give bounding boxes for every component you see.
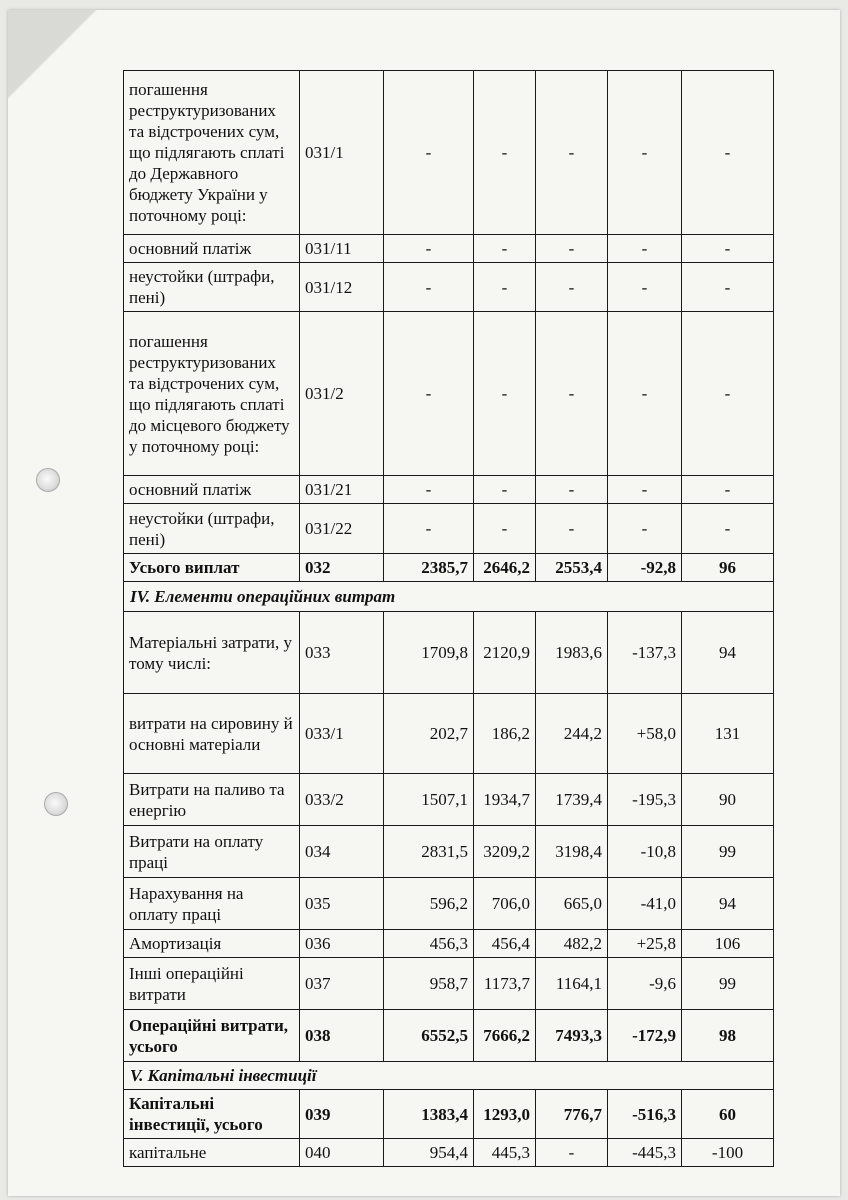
- deviation-cell: -445,3: [608, 1139, 682, 1167]
- table-row: [124, 774, 774, 826]
- percent-cell: 94: [682, 878, 774, 930]
- value-cell: 1983,6: [536, 612, 608, 694]
- value-cell: 1709,8: [384, 612, 474, 694]
- value-cell: -: [384, 235, 474, 263]
- value-cell: -: [536, 71, 608, 235]
- deviation-cell: -: [608, 235, 682, 263]
- deviation-cell: -: [608, 476, 682, 504]
- indicator-name-cell: Нарахування на оплату праці: [124, 878, 300, 930]
- deviation-cell: -: [608, 504, 682, 554]
- financial-plan-table: [123, 70, 774, 1167]
- row-code-cell: 035: [300, 878, 384, 930]
- table-row: [124, 958, 774, 1010]
- row-code-cell: 033/2: [300, 774, 384, 826]
- value-cell: 596,2: [384, 878, 474, 930]
- row-code-cell: 033/1: [300, 694, 384, 774]
- indicator-name-cell: капітальне: [124, 1139, 300, 1167]
- table-row: [124, 612, 774, 694]
- indicator-name-cell: Матеріальні затрати, у тому числі:: [124, 612, 300, 694]
- value-cell: -: [474, 476, 536, 504]
- indicator-name-cell: основний платіж: [124, 476, 300, 504]
- value-cell: 1293,0: [474, 1090, 536, 1139]
- table-row: [124, 312, 774, 476]
- value-cell: -: [384, 71, 474, 235]
- percent-cell: 106: [682, 930, 774, 958]
- value-cell: 7666,2: [474, 1010, 536, 1062]
- value-cell: 776,7: [536, 1090, 608, 1139]
- percent-cell: -100: [682, 1139, 774, 1167]
- value-cell: 2646,2: [474, 554, 536, 582]
- value-cell: 445,3: [474, 1139, 536, 1167]
- deviation-cell: +58,0: [608, 694, 682, 774]
- value-cell: -: [384, 476, 474, 504]
- row-code-cell: 031/2: [300, 312, 384, 476]
- value-cell: -: [384, 504, 474, 554]
- row-code-cell: 037: [300, 958, 384, 1010]
- percent-cell: -: [682, 312, 774, 476]
- punch-hole: [44, 792, 68, 816]
- value-cell: 456,3: [384, 930, 474, 958]
- value-cell: -: [384, 263, 474, 312]
- deviation-cell: -195,3: [608, 774, 682, 826]
- row-code-cell: 036: [300, 930, 384, 958]
- value-cell: -: [536, 235, 608, 263]
- deviation-cell: -92,8: [608, 554, 682, 582]
- value-cell: 2385,7: [384, 554, 474, 582]
- value-cell: 6552,5: [384, 1010, 474, 1062]
- value-cell: 244,2: [536, 694, 608, 774]
- indicator-name-cell: витрати на сировину й основні матеріали: [124, 694, 300, 774]
- deviation-cell: +25,8: [608, 930, 682, 958]
- row-code-cell: 032: [300, 554, 384, 582]
- row-code-cell: 031/12: [300, 263, 384, 312]
- value-cell: 456,4: [474, 930, 536, 958]
- value-cell: 954,4: [384, 1139, 474, 1167]
- row-code-cell: 040: [300, 1139, 384, 1167]
- value-cell: 1164,1: [536, 958, 608, 1010]
- row-code-cell: 031/1: [300, 71, 384, 235]
- table-row: [124, 878, 774, 930]
- value-cell: 3209,2: [474, 826, 536, 878]
- value-cell: 665,0: [536, 878, 608, 930]
- indicator-name-cell: Інші операційні витрати: [124, 958, 300, 1010]
- section-title: V. Капітальні інвестиції: [124, 1062, 774, 1090]
- value-cell: 202,7: [384, 694, 474, 774]
- percent-cell: 98: [682, 1010, 774, 1062]
- percent-cell: -: [682, 263, 774, 312]
- table-row: [124, 694, 774, 774]
- table-row: [124, 1010, 774, 1062]
- value-cell: 2120,9: [474, 612, 536, 694]
- value-cell: -: [536, 1139, 608, 1167]
- value-cell: 2831,5: [384, 826, 474, 878]
- table-body: [124, 71, 774, 1167]
- value-cell: -: [536, 476, 608, 504]
- indicator-name-cell: основний платіж: [124, 235, 300, 263]
- folded-corner: [8, 10, 98, 100]
- row-code-cell: 031/11: [300, 235, 384, 263]
- row-code-cell: 039: [300, 1090, 384, 1139]
- table-row: [124, 235, 774, 263]
- percent-cell: 60: [682, 1090, 774, 1139]
- row-code-cell: 031/21: [300, 476, 384, 504]
- percent-cell: 131: [682, 694, 774, 774]
- percent-cell: 94: [682, 612, 774, 694]
- value-cell: -: [474, 71, 536, 235]
- indicator-name-cell: Амортизація: [124, 930, 300, 958]
- value-cell: -: [536, 504, 608, 554]
- table-row: [124, 476, 774, 504]
- value-cell: -: [474, 235, 536, 263]
- indicator-name-cell: Капітальні інвестиції, усього: [124, 1090, 300, 1139]
- deviation-cell: -: [608, 312, 682, 476]
- value-cell: 2553,4: [536, 554, 608, 582]
- row-code-cell: 038: [300, 1010, 384, 1062]
- percent-cell: -: [682, 476, 774, 504]
- value-cell: -: [474, 504, 536, 554]
- value-cell: -: [474, 263, 536, 312]
- section-title: IV. Елементи операційних витрат: [124, 582, 774, 612]
- deviation-cell: -137,3: [608, 612, 682, 694]
- table-row: [124, 504, 774, 554]
- table-row: [124, 554, 774, 582]
- indicator-name-cell: Витрати на паливо та енергію: [124, 774, 300, 826]
- percent-cell: 90: [682, 774, 774, 826]
- value-cell: -: [536, 263, 608, 312]
- row-code-cell: 034: [300, 826, 384, 878]
- value-cell: 482,2: [536, 930, 608, 958]
- deviation-cell: -9,6: [608, 958, 682, 1010]
- value-cell: -: [384, 312, 474, 476]
- value-cell: 186,2: [474, 694, 536, 774]
- percent-cell: -: [682, 504, 774, 554]
- value-cell: 1934,7: [474, 774, 536, 826]
- deviation-cell: -516,3: [608, 1090, 682, 1139]
- indicator-name-cell: Операційні витрати, усього: [124, 1010, 300, 1062]
- value-cell: -: [536, 312, 608, 476]
- table-row: [124, 71, 774, 235]
- punch-hole: [36, 468, 60, 492]
- indicator-name-cell: погашення реструктуризованих та відстрочених сум, що підлягають сплаті до місцевого бюджету у поточному році:: [124, 312, 300, 476]
- indicator-name-cell: неустойки (штрафи, пені): [124, 263, 300, 312]
- deviation-cell: -41,0: [608, 878, 682, 930]
- value-cell: -: [474, 312, 536, 476]
- deviation-cell: -172,9: [608, 1010, 682, 1062]
- table-row: [124, 1139, 774, 1167]
- percent-cell: -: [682, 235, 774, 263]
- percent-cell: -: [682, 71, 774, 235]
- value-cell: 706,0: [474, 878, 536, 930]
- value-cell: 3198,4: [536, 826, 608, 878]
- indicator-name-cell: неустойки (штрафи, пені): [124, 504, 300, 554]
- indicator-name-cell: Витрати на оплату праці: [124, 826, 300, 878]
- value-cell: 1739,4: [536, 774, 608, 826]
- row-code-cell: 033: [300, 612, 384, 694]
- value-cell: 1383,4: [384, 1090, 474, 1139]
- table-row: [124, 826, 774, 878]
- value-cell: 7493,3: [536, 1010, 608, 1062]
- section-header-row: [124, 582, 774, 612]
- table-row: [124, 1090, 774, 1139]
- deviation-cell: -: [608, 263, 682, 312]
- percent-cell: 99: [682, 958, 774, 1010]
- value-cell: 1173,7: [474, 958, 536, 1010]
- indicator-name-cell: погашення реструктуризованих та відстрочених сум, що підлягають сплаті до Державного бюджету України у поточному році:: [124, 71, 300, 235]
- indicator-name-cell: Усього виплат: [124, 554, 300, 582]
- deviation-cell: -: [608, 71, 682, 235]
- percent-cell: 99: [682, 826, 774, 878]
- table-row: [124, 263, 774, 312]
- section-header-row: [124, 1062, 774, 1090]
- row-code-cell: 031/22: [300, 504, 384, 554]
- value-cell: 958,7: [384, 958, 474, 1010]
- value-cell: 1507,1: [384, 774, 474, 826]
- deviation-cell: -10,8: [608, 826, 682, 878]
- percent-cell: 96: [682, 554, 774, 582]
- table-row: [124, 930, 774, 958]
